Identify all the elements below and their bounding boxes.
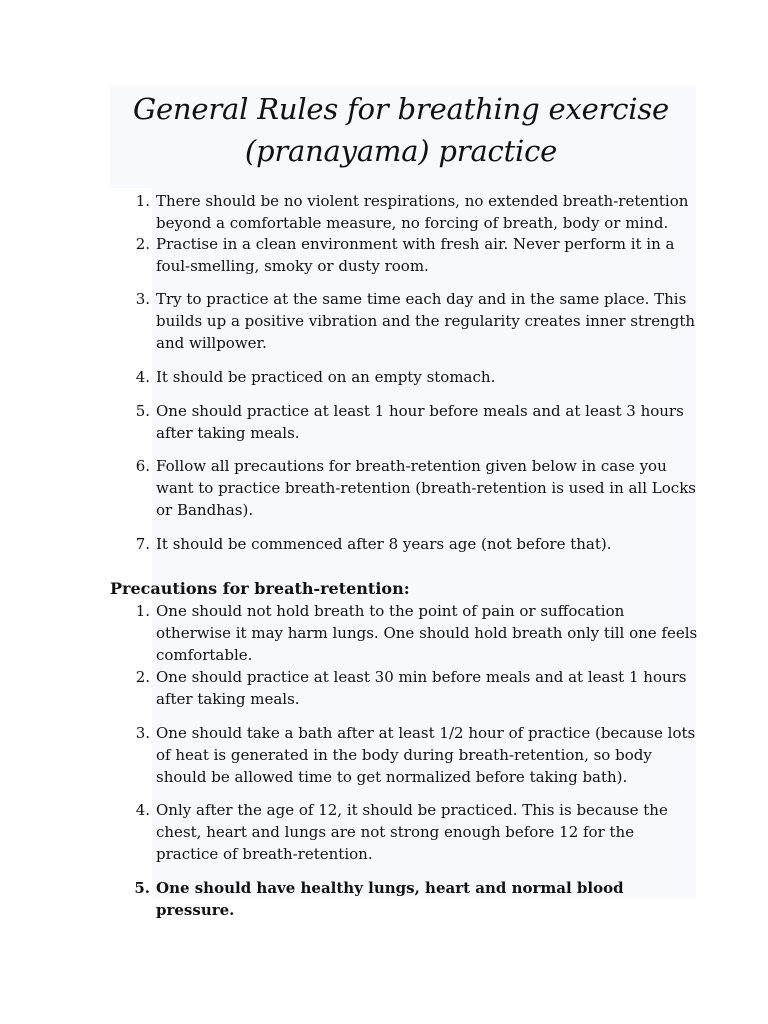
rule-number: 6. bbox=[135, 457, 150, 475]
precaution-number: 1. bbox=[135, 602, 150, 620]
precaution-text: One should take a bath after at least 1/2 hour of practice (because lots of heat is generated in the body during breath-retention, so body should be allowed time to get normalized before taking bath). bbox=[156, 724, 696, 786]
precaution-number: 3. bbox=[135, 724, 150, 742]
page-title bbox=[110, 88, 692, 172]
rule-number: 5. bbox=[135, 402, 150, 420]
title-line-2: (pranayama) practice bbox=[244, 134, 558, 168]
rule-text: There should be no violent respirations, no extended breath-retention beyond a comfortable measure, no forcing of breath, body or mind. bbox=[156, 192, 689, 232]
precaution-number: 4. bbox=[135, 801, 150, 819]
precaution-text: One should not hold breath to the point of pain or suffocation otherwise it may harm lungs. One should hold breath only till one feels comfortable. bbox=[156, 602, 698, 664]
rule-text: One should practice at least 1 hour before meals and at least 3 hours after taking meals. bbox=[156, 402, 684, 442]
rule-number: 2. bbox=[135, 235, 150, 253]
rule-number: 1. bbox=[135, 192, 150, 210]
precaution-number: 5. bbox=[134, 879, 150, 897]
precaution-text: One should have healthy lungs, heart and normal blood pressure. bbox=[156, 879, 624, 919]
rule-text: Follow all precautions for breath-retention given below in case you want to practice breath-retention (breath-retention is used in all Locks or Bandhas). bbox=[156, 457, 696, 519]
precaution-text: One should practice at least 30 min before meals and at least 1 hours after taking meals. bbox=[156, 668, 687, 708]
rule-text: Try to practice at the same time each day and in the same place. This builds up a positive vibration and the regularity creates inner strength and willpower. bbox=[156, 290, 696, 352]
rule-text: Practise in a clean environment with fresh air. Never perform it in a foul-smelling, smoky or dusty room. bbox=[156, 235, 675, 275]
rule-number: 4. bbox=[135, 368, 150, 386]
precautions-heading: Precautions for breath-retention: bbox=[110, 579, 410, 598]
rule-number: 3. bbox=[135, 290, 150, 308]
precaution-text: Only after the age of 12, it should be practiced. This is because the chest, heart and lungs are not strong enough before 12 for the practice of breath-retention. bbox=[156, 801, 668, 863]
title-line-1: General Rules for breathing exercise bbox=[133, 92, 669, 126]
rule-text: It should be practiced on an empty stomach. bbox=[156, 368, 496, 386]
rule-number: 7. bbox=[135, 535, 150, 553]
precaution-number: 2. bbox=[135, 668, 150, 686]
rule-text: It should be commenced after 8 years age (not before that). bbox=[156, 535, 612, 553]
